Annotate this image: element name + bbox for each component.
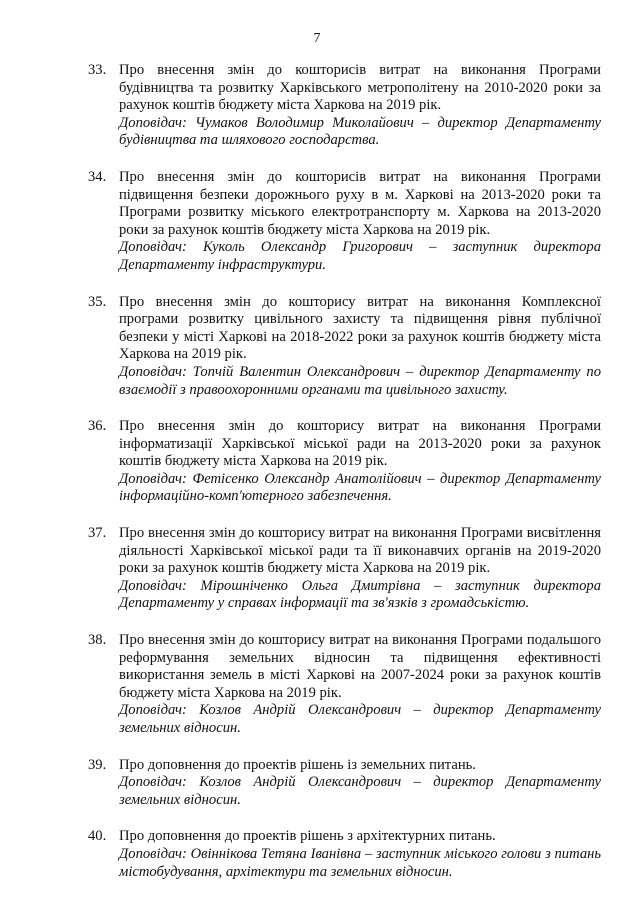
item-speaker	[119, 578, 601, 613]
item-number: 36.	[88, 418, 107, 435]
item-title: Про внесення змін до кошторисів витрат на виконання Програми підвищення безпеки дорожнього руху в м. Харкові на 2013-2020 роки та Програми розвитку міського електротранспорту м. Харкова на 2013-2020 роки за рахунок коштів бюджету міста Харкова на 2019 рік.	[119, 168, 601, 238]
item-title: Про внесення змін до кошторису витрат на виконання Програми висвітлення діяльності Харківської міської ради та її виконавчих органів на 2019-2020 роки за рахунок коштів бюджету міста Харкова на 2019 рік.	[119, 525, 601, 577]
item-number: 40.	[88, 828, 107, 845]
speaker-text: Мірошніченко Ольга Дмитрівна – заступник директора Департаменту у справах інформації та зв'язків з громадськістю.	[119, 577, 601, 612]
item-speaker	[119, 702, 601, 737]
speaker-text: Козлов Андрій Олександрович – директор Департаменту земельних відносин.	[119, 774, 601, 808]
item-body	[119, 828, 601, 881]
item-speaker	[119, 774, 601, 809]
item-body	[119, 418, 601, 506]
agenda-item-36	[88, 418, 601, 506]
item-body	[119, 757, 601, 810]
speaker-text: Овіннікова Тетяна Іванівна – заступник міського голови з питань містобудування, архітектури та земельних відносин.	[119, 845, 601, 880]
speaker-label: Доповідач:	[119, 774, 187, 791]
item-speaker	[119, 471, 601, 506]
speaker-text: Фетісенко Олександр Анатолійович – директор Департаменту інформаційно-комп'ютерного забезпечення.	[119, 470, 601, 505]
speaker-text: Чумаков Володимир Миколайович – директор Департаменту будівництва та шляхового господарства.	[119, 114, 601, 149]
speaker-label: Доповідач:	[119, 239, 187, 256]
item-number: 38.	[88, 632, 107, 649]
item-number: 33.	[88, 62, 107, 78]
agenda-item-38	[88, 632, 601, 738]
speaker-label: Доповідач:	[119, 845, 187, 862]
item-speaker	[119, 846, 601, 881]
item-speaker	[119, 115, 601, 150]
speaker-text: Топчій Валентин Олександрович – директор Департаменту по взаємодії з правоохоронними органами та цивільного захисту.	[119, 363, 601, 398]
agenda-item-39	[88, 757, 601, 810]
agenda-item-33	[88, 62, 601, 150]
speaker-text: Куколь Олександр Григорович – заступник директора Департаменту інфраструктури.	[119, 239, 601, 273]
item-number: 35.	[88, 293, 107, 310]
item-body	[119, 632, 601, 738]
item-speaker	[119, 239, 601, 274]
item-title: Про внесення змін до кошторисів витрат на виконання Програми будівництва та розвитку Харківського метрополітену на 2010-2020 роки за рахунок коштів бюджету міста Харкова на 2019 рік.	[119, 62, 601, 114]
item-title: Про доповнення до проектів рішень із земельних питань.	[119, 756, 476, 773]
speaker-label: Доповідач:	[119, 702, 187, 719]
item-title: Про доповнення до проектів рішень з архітектурних питань.	[119, 828, 496, 845]
agenda-list	[88, 62, 601, 900]
agenda-item-34	[88, 169, 601, 275]
item-title: Про внесення змін до кошторису витрат на виконання Програми інформатизації Харківської міської ради на 2013-2020 роки за рахунок коштів бюджету міста Харкова на 2019 рік.	[119, 418, 601, 470]
agenda-item-40	[88, 828, 601, 881]
item-title: Про внесення змін до кошторису витрат на виконання Комплексної програми розвитку цивільного захисту та підвищення рівня публічної безпеки у місті Харкові на 2018-2022 роки за рахунок коштів бюджету міста Харкова на 2019 рік.	[119, 293, 601, 363]
page-number: 7	[313, 31, 321, 46]
speaker-text: Козлов Андрій Олександрович – директор Департаменту земельних відносин.	[119, 702, 601, 736]
item-title: Про внесення змін до кошторису витрат на виконання Програми подальшого реформування земельних відносин та підвищення ефективності використання земель в місті Харкові на 2007-2024 роки за рахунок коштів бюджету міста Харкова на 2019 рік.	[119, 632, 601, 701]
speaker-label: Доповідач:	[119, 363, 187, 380]
agenda-item-35	[88, 294, 601, 400]
item-number: 39.	[88, 756, 107, 773]
speaker-label: Доповідач:	[119, 470, 187, 487]
item-body	[119, 169, 601, 275]
agenda-item-37	[88, 525, 601, 613]
item-body	[119, 62, 601, 150]
speaker-label: Доповідач:	[119, 577, 187, 594]
item-body	[119, 294, 601, 400]
speaker-label: Доповідач:	[119, 114, 187, 131]
item-number: 37.	[88, 525, 107, 542]
item-number: 34.	[88, 168, 107, 185]
item-body	[119, 525, 601, 613]
item-speaker	[119, 364, 601, 399]
